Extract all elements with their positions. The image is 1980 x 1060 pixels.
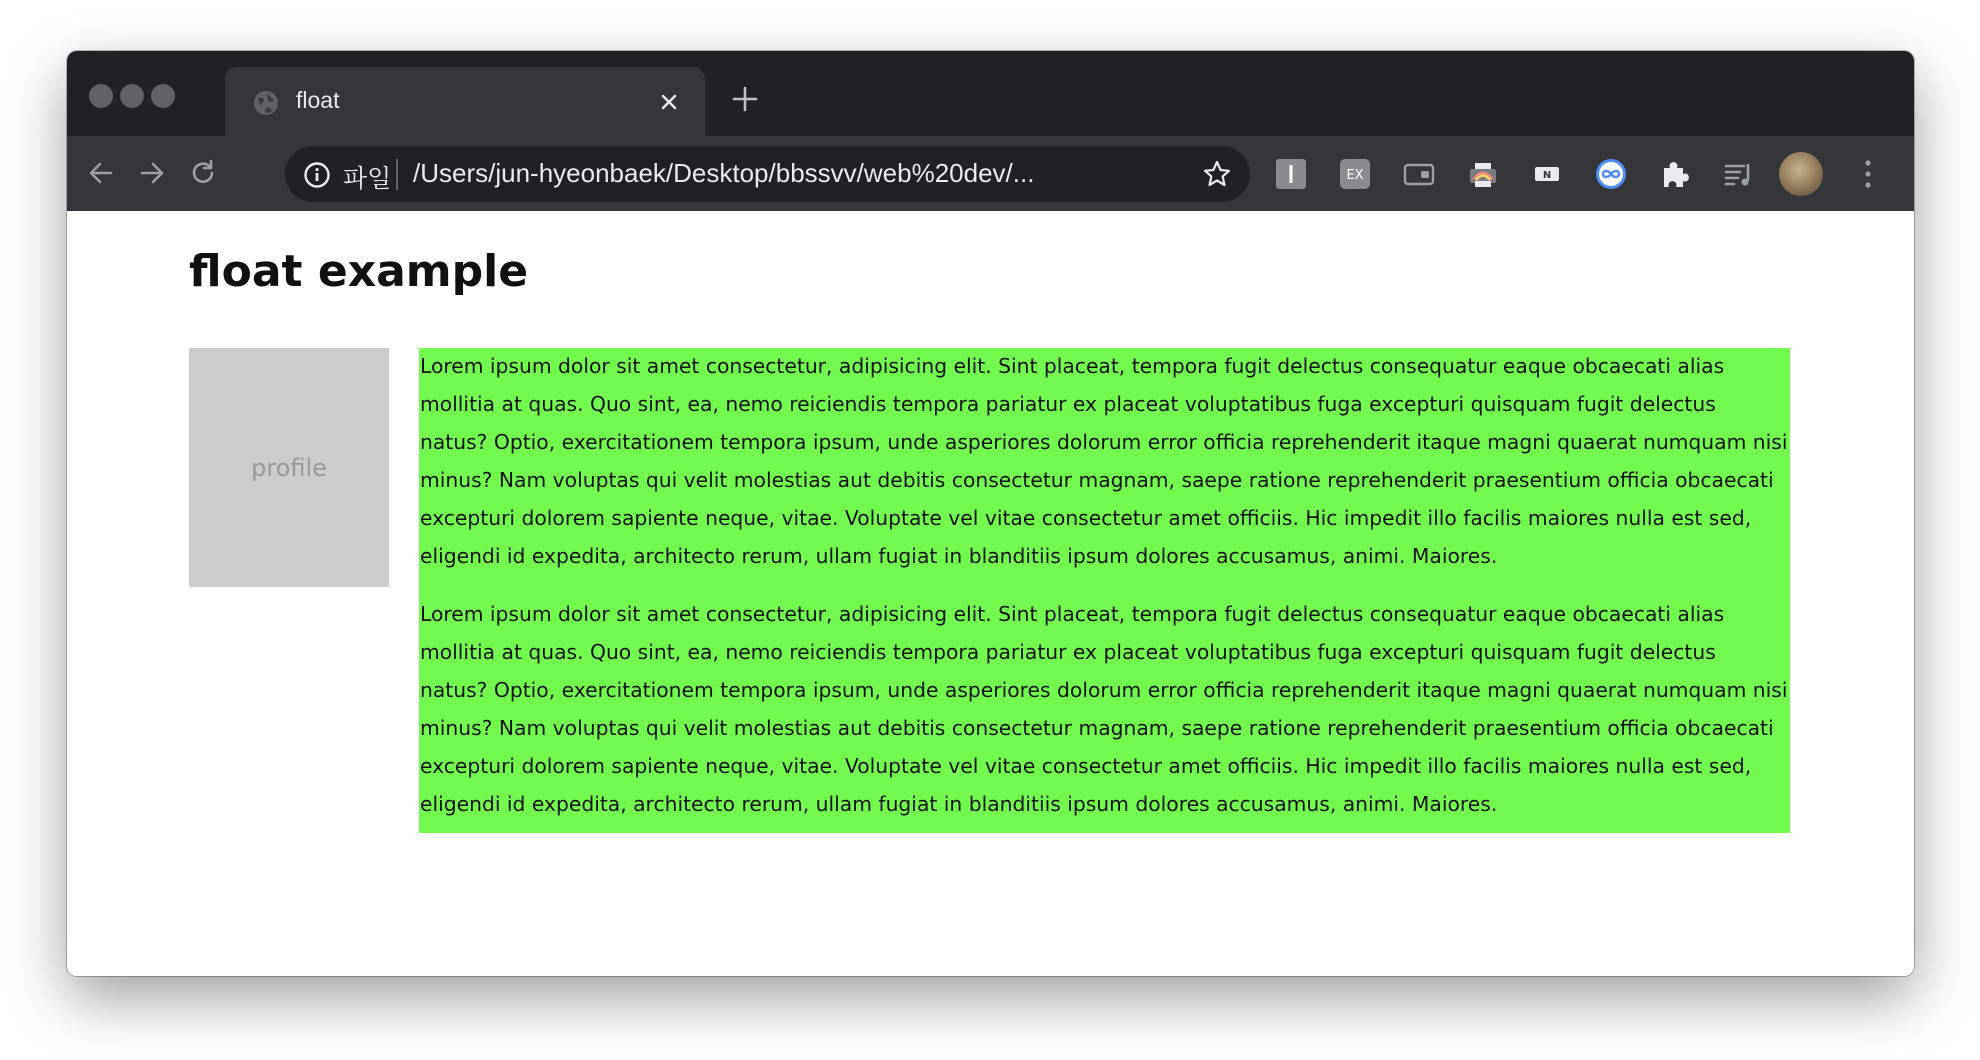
reload-icon[interactable] <box>184 154 222 192</box>
floated-content-box <box>419 348 1790 833</box>
page-title: float example <box>189 246 529 297</box>
profile-avatar[interactable] <box>1779 152 1823 196</box>
zoom-window-button[interactable] <box>151 84 175 108</box>
address-bar[interactable] <box>285 146 1250 202</box>
infinity-extension-icon[interactable] <box>1594 157 1628 191</box>
page-viewport <box>67 211 1914 976</box>
close-icon[interactable] <box>653 86 685 118</box>
new-tab-icon[interactable] <box>730 84 760 114</box>
ex-extension-icon[interactable] <box>1338 157 1372 191</box>
back-arrow-icon[interactable] <box>82 154 120 192</box>
close-window-button[interactable] <box>89 84 113 108</box>
tab-strip <box>67 51 1914 136</box>
n-extension-icon[interactable] <box>1530 157 1564 191</box>
omnibox-divider <box>396 159 398 190</box>
minimize-window-button[interactable] <box>120 84 144 108</box>
svg-text:N: N <box>1542 170 1552 181</box>
tab-float[interactable] <box>225 67 705 137</box>
paragraph: Lorem ipsum dolor sit amet consectetur, adipisicing elit. Sint placeat, tempora fugit delectus consequatur eaque obcaecati alias mollitia at quas. Quo sint, ea, nemo reiciendis tempora pariatur ex placeat voluptatibus fuga excepturi quisquam fugit delectus natus? Optio, exercitationem tempora ipsum, unde asperiores dolorum error officia reprehenderit itaque magni quaerat numquam nisi minus? Nam voluptas qui velit molestias aut debitis consectetur magnam, saepe ratione reprehenderit praesentium officia obcaecati excepturi dolorem sapiente neque, vitae. Voluptate vel vitae consectetur amet officiis. Hic impedit illo facilis maiores nulla est sed, eligendi id expedita, architecto rerum, ullam fugiat in blanditiis ipsum dolores accusamus, animi. Maiores. <box>420 602 1788 816</box>
profile-image-placeholder <box>189 348 389 587</box>
url-text[interactable]: /Users/jun-hyeonbaek/Desktop/bbssvv/web%20dev/... <box>413 158 1035 188</box>
globe-icon <box>252 89 280 117</box>
tab-title: float <box>296 87 340 113</box>
paragraph: Lorem ipsum dolor sit amet consectetur, adipisicing elit. Sint placeat, tempora fugit delectus consequatur eaque obcaecati alias mollitia at quas. Quo sint, ea, nemo reiciendis tempora pariatur ex placeat voluptatibus fuga excepturi quisquam fugit delectus natus? Optio, exercitationem tempora ipsum, unde asperiores dolorum error officia reprehenderit itaque magni quaerat numquam nisi minus? Nam voluptas qui velit molestias aut debitis consectetur magnam, saepe ratione reprehenderit praesentium officia obcaecati excepturi dolorem sapiente neque, vitae. Voluptate vel vitae consectetur amet officiis. Hic impedit illo facilis maiores nulla est sed, eligendi id expedita, architecto rerum, ullam fugiat in blanditiis ipsum dolores accusamus, animi. Maiores. <box>420 354 1788 568</box>
info-icon[interactable] <box>303 161 331 189</box>
forward-arrow-icon[interactable] <box>133 154 171 192</box>
svg-text:EX: EX <box>1346 168 1364 183</box>
puzzle-icon[interactable] <box>1658 157 1692 191</box>
scheme-label: 파일 <box>343 164 392 193</box>
reading-list-icon[interactable] <box>1722 157 1756 191</box>
i-extension-icon[interactable] <box>1274 157 1308 191</box>
browser-window <box>67 51 1914 976</box>
profile-label: profile <box>251 453 327 482</box>
more-vertical-icon[interactable] <box>1862 156 1874 192</box>
print-extension-icon[interactable] <box>1466 157 1500 191</box>
wallet-extension-icon[interactable] <box>1402 157 1436 191</box>
toolbar <box>67 136 1914 211</box>
bookmark-star-icon[interactable] <box>1201 158 1233 190</box>
